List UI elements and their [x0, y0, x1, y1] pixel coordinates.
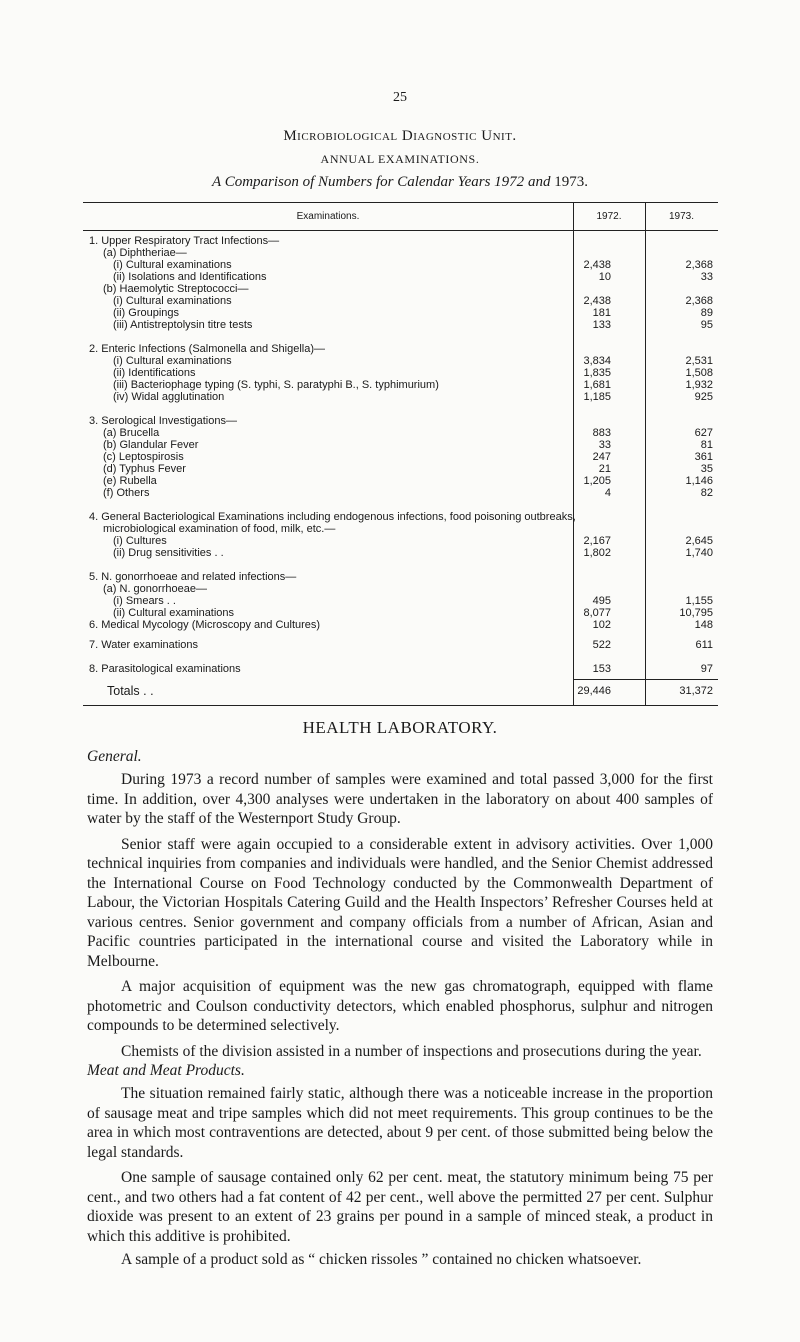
value-1973: 2,645 [685, 535, 713, 547]
table-row [83, 685, 718, 697]
row-label: (i) Cultural examinations [113, 259, 232, 271]
meat-section [87, 1084, 713, 1270]
table-row [83, 639, 718, 651]
table-row [83, 595, 718, 607]
paragraph: A sample of a product sold as “ chicken rissoles ” contained no chicken whatsoever. [121, 1251, 642, 1268]
value-1973: 925 [694, 391, 713, 403]
paragraph: A major acquisition of equipment was the new gas chromatograph, equipped with flame photometric and Coulson conductivity detectors, which enabled phosphorus, sulphur and nitrogen compounds to be determined selectively. [87, 978, 713, 1034]
value-1972: 522 [592, 639, 611, 651]
value-1972: 1,205 [583, 475, 611, 487]
totals-rule [573, 679, 718, 680]
value-1973: 1,508 [685, 367, 713, 379]
paragraph: Chemists of the division assisted in a number of inspections and prosecutions during the year. [121, 1042, 702, 1060]
paragraph: During 1973 a record number of samples were examined and total passed 3,000 for the first time. In addition, over 4,300 analyses were undertaken in the laboratory on about 400 samples of water by the staff of the Westernport Study Group. [87, 771, 713, 827]
value-1973: 95 [700, 319, 713, 331]
table-row [83, 319, 718, 331]
row-label: (a) N. gonorrhoeae— [103, 583, 207, 595]
value-1973: 35 [700, 463, 713, 475]
annual-examinations-subtitle: ANNUAL EXAMINATIONS. [320, 152, 480, 166]
row-label: (iv) Widal agglutination [113, 391, 225, 403]
row-label: (iii) Bacteriophage typing (S. typhi, S. paratyphi B., S. typhimurium) [113, 379, 439, 391]
value-1972: 1,185 [583, 391, 611, 403]
value-1973: 627 [694, 427, 713, 439]
row-label: (ii) Identifications [113, 367, 196, 379]
row-label: (a) Diphtheriae— [103, 247, 187, 259]
row-label: Totals . . [107, 684, 154, 698]
general-heading: General. [87, 748, 142, 765]
value-1973: 611 [695, 639, 713, 651]
row-label: 3. Serological Investigations— [89, 415, 237, 427]
table-row [83, 259, 718, 271]
table-row [83, 511, 718, 523]
col-header-1973: 1973. [668, 211, 695, 222]
value-1973: 148 [694, 619, 713, 631]
value-1973: 2,368 [685, 295, 713, 307]
row-label: (c) Leptospirosis [103, 451, 184, 463]
table-row [83, 391, 718, 403]
row-label: (i) Cultural examinations [113, 355, 232, 367]
table-row [83, 355, 718, 367]
row-label: 8. Parasitological examinations [89, 663, 241, 675]
row-label: 2. Enteric Infections (Salmonella and Shigella)— [89, 343, 326, 355]
table-row [83, 619, 718, 631]
table-row [83, 463, 718, 475]
row-label: (d) Typhus Fever [103, 463, 186, 475]
value-1973: 89 [700, 307, 713, 319]
value-1973: 361 [694, 451, 713, 463]
value-1972: 133 [592, 319, 611, 331]
value-1973: 97 [700, 663, 713, 675]
unit-title: Microbiological Diagnostic Unit. [283, 128, 517, 144]
meat-heading: Meat and Meat Products. [87, 1062, 245, 1079]
table-row [83, 607, 718, 619]
value-1973: 2,531 [685, 355, 713, 367]
value-1972: 153 [592, 663, 611, 675]
row-label: (a) Brucella [103, 427, 160, 439]
row-label: 6. Medical Mycology (Microscopy and Cultures) [89, 619, 321, 631]
table-row [83, 583, 718, 595]
value-1972: 2,167 [583, 535, 611, 547]
table-row [83, 451, 718, 463]
row-label: 4. General Bacteriological Examinations including endogenous infections, food poisoning outbreaks, [89, 511, 576, 523]
value-1972: 10 [598, 271, 611, 283]
row-label: (f) Others [103, 487, 150, 499]
value-1973: 1,932 [685, 379, 713, 391]
row-label: (i) Cultures [113, 535, 167, 547]
row-label: 7. Water examinations [89, 639, 199, 651]
health-laboratory-title: HEALTH LABORATORY. [302, 718, 498, 737]
paragraph: One sample of sausage contained only 62 per cent. meat, the statutory minimum being 75 per cent., and two others had a fat content of 42 per cent., well above the permitted 27 per cent. Sulphur dioxide was present to an extent of 23 grains per pound in a sample of minced steak, a product in which this additive is prohibited. [87, 1169, 713, 1245]
value-1973: 81 [700, 439, 713, 451]
table-row [83, 295, 718, 307]
table-row [83, 343, 718, 355]
value-1972: 8,077 [583, 607, 611, 619]
value-1972: 33 [598, 439, 611, 451]
table-row [83, 475, 718, 487]
comparison-and: and [527, 174, 551, 190]
value-1973: 1,155 [685, 595, 713, 607]
row-label: (ii) Drug sensitivities . . [113, 547, 224, 559]
table-row [83, 535, 718, 547]
table-row [83, 523, 718, 535]
value-1973: 2,368 [685, 259, 713, 271]
value-1973: 1,146 [685, 475, 713, 487]
table-row [83, 547, 718, 559]
table-row [83, 283, 718, 295]
value-1972: 1,681 [583, 379, 611, 391]
table-row [83, 415, 718, 427]
value-1972: 247 [592, 451, 611, 463]
table-row [83, 571, 718, 583]
table-row [83, 271, 718, 283]
header-rule [83, 230, 718, 231]
table-row [83, 367, 718, 379]
paragraph: The situation remained fairly static, although there was a noticeable increase in the proportion of sausage meat and tripe samples which did not meet requirements. This group continues to be the area in which most contraventions are detected, about 9 per cent. of those submitted being below the legal standards. [87, 1085, 713, 1161]
value-1972: 2,438 [583, 259, 611, 271]
row-label: 1. Upper Respiratory Tract Infections— [89, 235, 280, 247]
table-row [83, 235, 718, 247]
col-header-1972: 1972. [596, 211, 622, 222]
value-1972: 29,446 [577, 685, 611, 697]
paragraph: Senior staff were again occupied to a considerable extent in advisory activities. Over 1,000 technical inquiries from companies and individuals were handled, and the Senior Chemist addressed the International Course on Food Technology conducted by the Commonwealth Department of Labour, the Victorian Hospitals Catering Guild and the Health Inspectors’ Refresher Courses held at various centres. Senior government and company officials from a number of African, Asian and Pacific countries participated in the international course and visited the Laboratory while in Melbourne. [87, 835, 713, 970]
table-row [83, 307, 718, 319]
value-1973: 33 [700, 271, 713, 283]
table-row [83, 487, 718, 499]
value-1972: 1,835 [583, 367, 611, 379]
table-row [83, 427, 718, 439]
row-label: (ii) Cultural examinations [113, 607, 235, 619]
table-row [83, 663, 718, 675]
row-label: (b) Glandular Fever [103, 439, 199, 451]
comparison-heading [0, 174, 800, 191]
row-label: (iii) Antistreptolysin titre tests [113, 319, 253, 331]
row-label: (ii) Isolations and Identifications [113, 271, 267, 283]
value-1973: 82 [700, 487, 713, 499]
examinations-table [83, 202, 718, 706]
row-label: microbiological examination of food, milk, etc.— [103, 523, 336, 535]
table-row [83, 439, 718, 451]
row-label: (ii) Groupings [113, 307, 180, 319]
value-1972: 102 [592, 619, 611, 631]
value-1972: 495 [592, 595, 611, 607]
comparison-year: 1973. [554, 174, 588, 190]
value-1972: 1,802 [583, 547, 611, 559]
table-row [83, 247, 718, 259]
value-1972: 2,438 [583, 295, 611, 307]
row-label: (b) Haemolytic Streptococci— [103, 283, 249, 295]
value-1973: 10,795 [679, 607, 713, 619]
value-1973: 1,740 [685, 547, 713, 559]
value-1973: 31,372 [679, 685, 713, 697]
value-1972: 883 [592, 427, 611, 439]
row-label: 5. N. gonorrhoeae and related infections— [89, 571, 297, 583]
col-header-examinations: Examinations. [296, 211, 360, 222]
value-1972: 4 [604, 487, 611, 499]
value-1972: 21 [598, 463, 611, 475]
value-1972: 3,834 [583, 355, 611, 367]
general-section [87, 770, 713, 1061]
row-label: (e) Rubella [103, 475, 157, 487]
comparison-prefix: A Comparison of Numbers for Calendar Years 1972 [212, 174, 525, 190]
table-row [83, 379, 718, 391]
value-1972: 181 [592, 307, 611, 319]
row-label: (i) Smears . . [113, 595, 176, 607]
page-number: 25 [393, 90, 407, 105]
row-label: (i) Cultural examinations [113, 295, 232, 307]
